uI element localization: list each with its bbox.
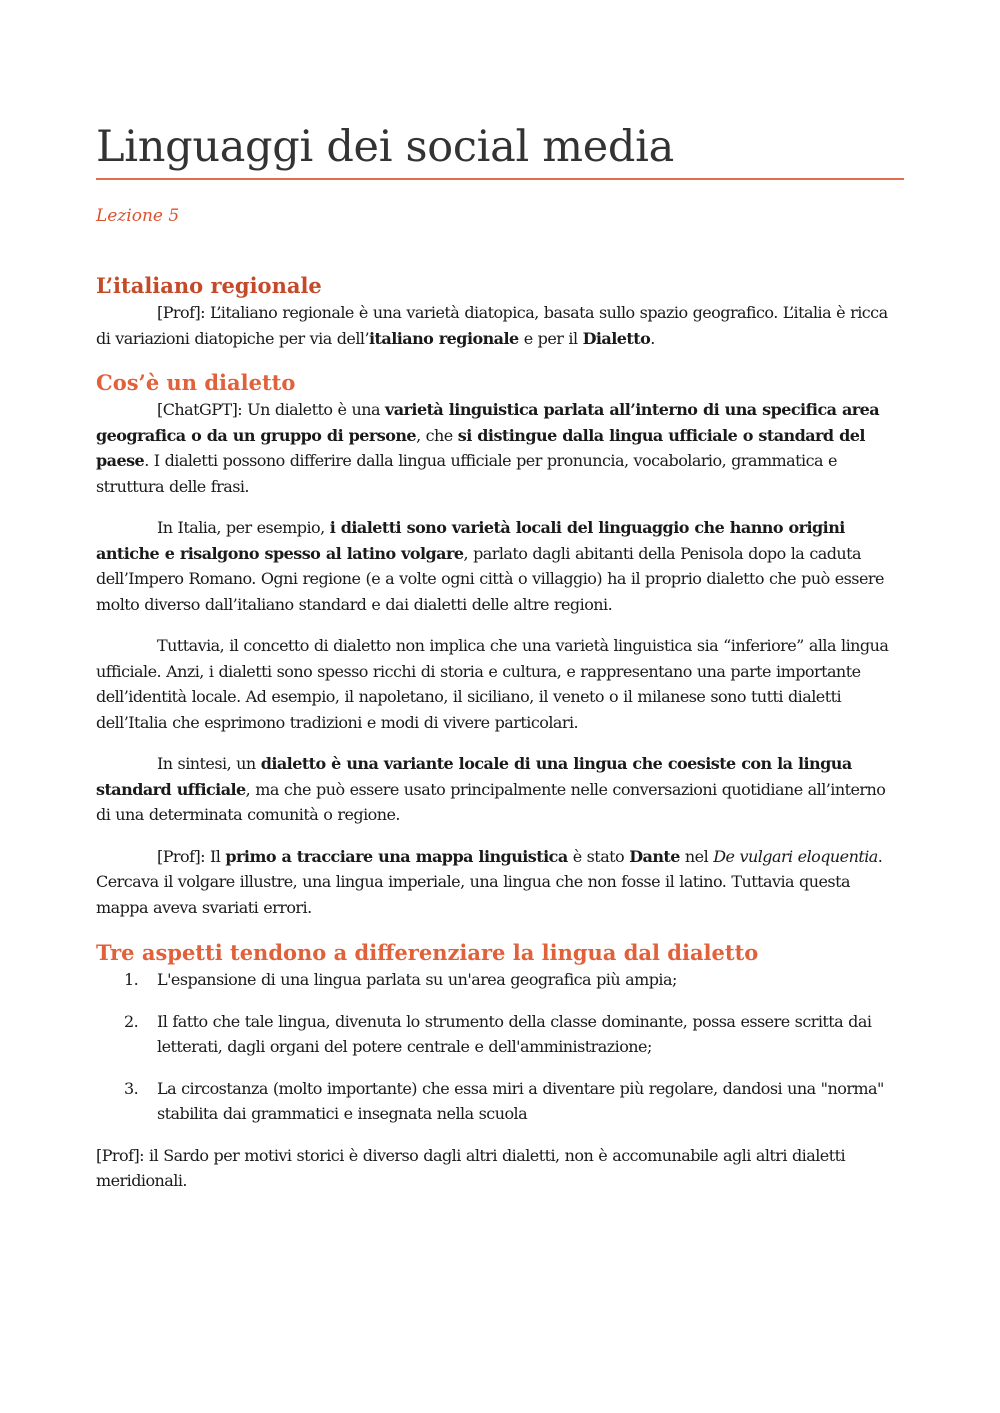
document-title: Linguaggi dei social media bbox=[96, 122, 674, 172]
list-number: 2. bbox=[124, 1011, 139, 1031]
list-item: 3. La circostanza (molto importante) che essa miri a diventare più regolare, dandosi una "norma" stabilita dai grammatici e insegnata nella scuola bbox=[96, 1076, 904, 1127]
section-heading-italiano-regionale: L’italiano regionale bbox=[96, 273, 322, 298]
paragraph: In Italia, per esempio, i dialetti sono varietà locali del linguaggio che hanno origini antiche e risalgono spesso al latino volgare, parlato dagli abitanti della Penisola dopo la caduta dell’Impero Romano. Ogni regione (e a volte ogni città o villaggio) ha il proprio dialetto che può essere molto diverso dall’italiano standard e dai dialetti delle altre regioni. bbox=[96, 518, 884, 614]
list-item: 2. Il fatto che tale lingua, divenuta lo strumento della classe dominante, possa essere scritta dai letterati, dagli organi del potere centrale e dell'amministrazione; bbox=[96, 1009, 904, 1060]
paragraph: Tuttavia, il concetto di dialetto non implica che una varietà linguistica sia “inferiore” alla lingua ufficiale. Anzi, i dialetti sono spesso ricchi di storia e cultura, e rappresentano una parte importante dell’identità locale. Ad esempio, il napoletano, il siciliano, il veneto o il milanese sono tutti dialetti dell’Italia che esprimono tradizioni e modi di vivere particolari. bbox=[96, 636, 889, 732]
numbered-list bbox=[96, 967, 904, 1127]
section-heading-cos-e-un-dialetto: Cos’è un dialetto bbox=[96, 370, 296, 395]
section-heading-tre-aspetti: Tre aspetti tendono a differenziare la lingua dal dialetto bbox=[96, 940, 759, 965]
lesson-subtitle: Lezione 5 bbox=[96, 206, 180, 226]
list-item: 1. L'espansione di una lingua parlata su un'area geografica più ampia; bbox=[96, 967, 904, 993]
paragraph: [Prof]: Il primo a tracciare una mappa linguistica è stato Dante nel De vulgari eloquentia. Cercava il volgare illustre, una lingua imperiale, una lingua che non fosse il latino. Tuttavia questa mappa aveva svariati errori. bbox=[96, 846, 883, 917]
list-number: 3. bbox=[124, 1078, 139, 1098]
paragraph: [Prof]: il Sardo per motivi storici è diverso dagli altri dialetti, non è accomunabile agli altri dialetti meridionali. bbox=[96, 1145, 846, 1190]
title-underline bbox=[96, 178, 904, 180]
paragraph: [Prof]: L’italiano regionale è una varietà diatopica, basata sullo spazio geografico. L’italia è ricca di variazioni diatopiche per via dell’italiano regionale e per il Dialetto. bbox=[96, 303, 888, 348]
list-number: 1. bbox=[124, 970, 139, 989]
paragraph: In sintesi, un dialetto è una variante locale di una lingua che coesiste con la lingua standard ufficiale, ma che può essere usato principalmente nelle conversazioni quotidiane all’interno di una determinata comunità o regione. bbox=[96, 754, 886, 824]
paragraph: [ChatGPT]: Un dialetto è una varietà linguistica parlata all’interno di una specifica area geografica o da un gruppo di persone, che si distingue dalla lingua ufficiale o standard del paese. I dialetti possono differire dalla lingua ufficiale per pronuncia, vocabolario, grammatica e struttura delle frasi. bbox=[96, 400, 880, 496]
